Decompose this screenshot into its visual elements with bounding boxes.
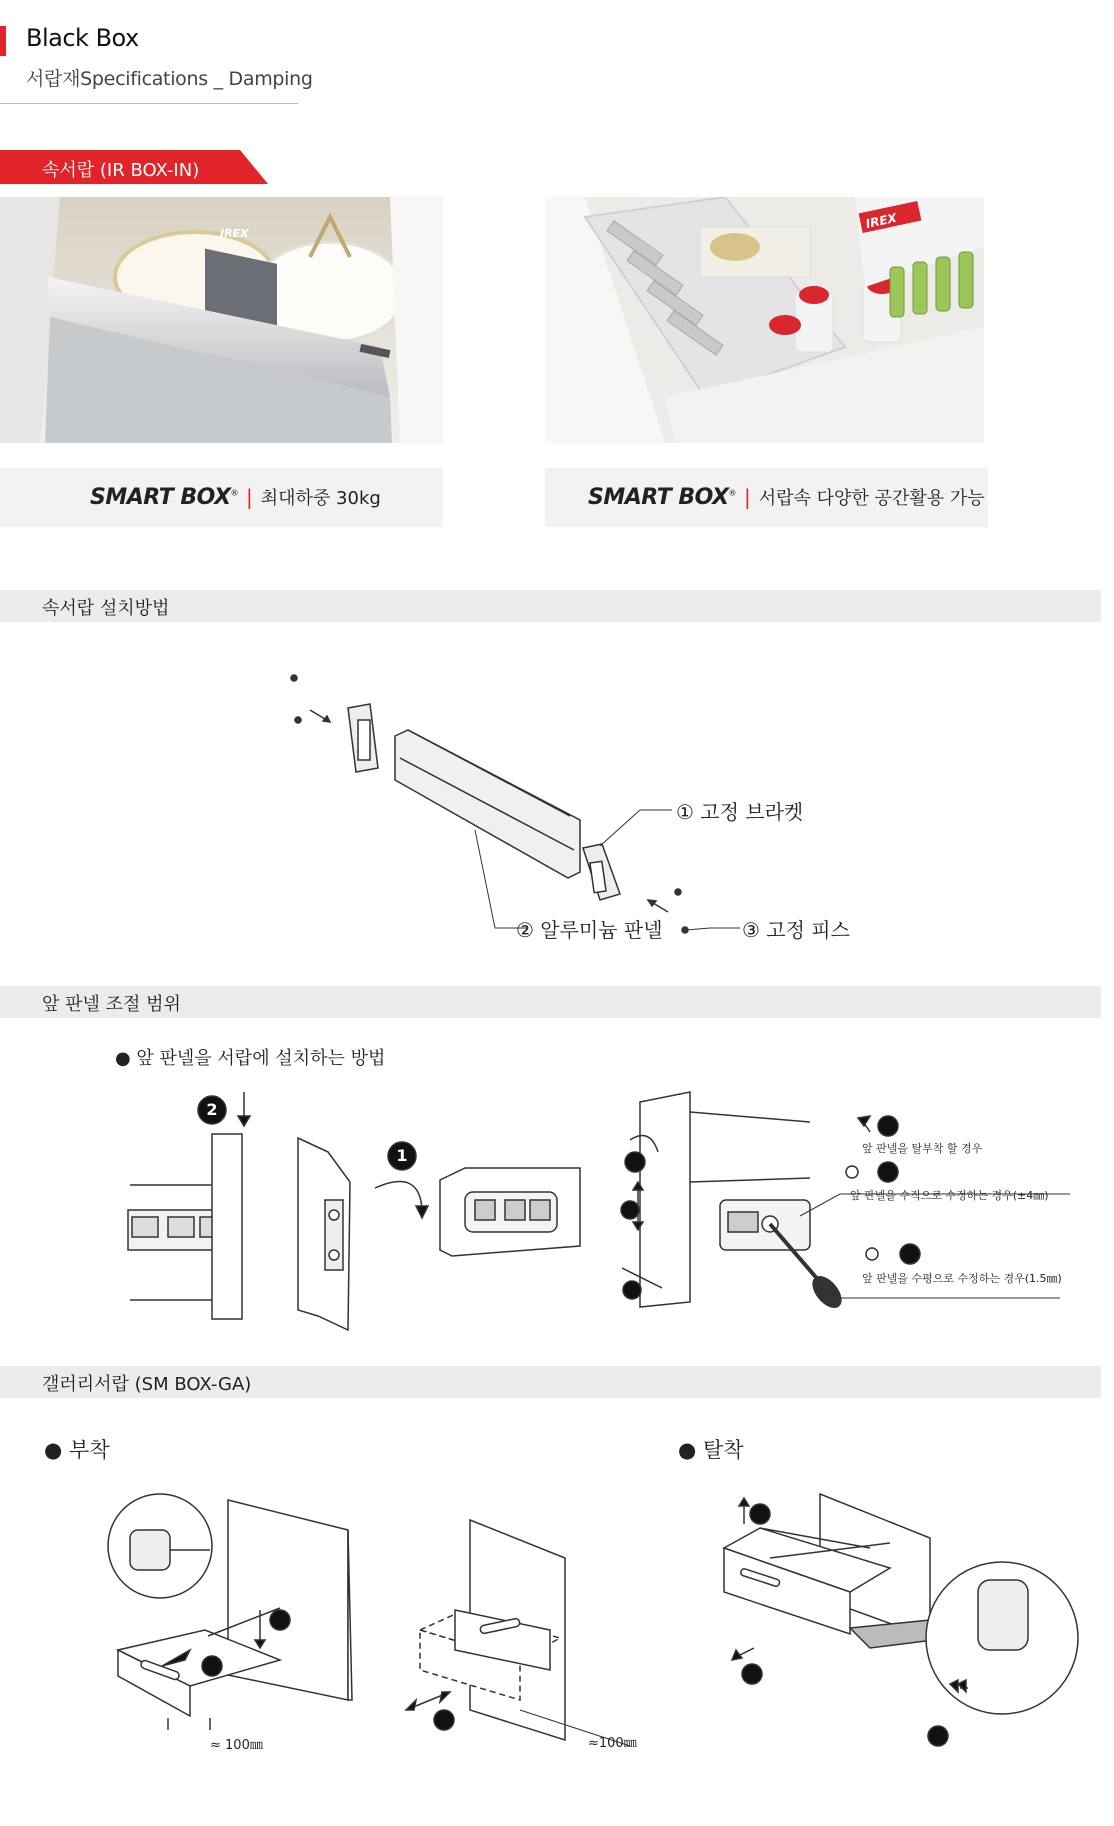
gallery-dim-left: ≈ 100㎜ — [210, 1738, 263, 1753]
caption-separator: | — [744, 485, 751, 509]
drawer-photo-left — [0, 197, 443, 443]
gallery-detach-diagram — [720, 1488, 1090, 1748]
note-horizontal: 앞 판넬을 수평으로 수정하는 경우(1.5㎜) — [862, 1272, 1062, 1285]
header-divider — [0, 103, 298, 104]
smart-box-logo: SMART BOX® — [588, 484, 737, 510]
callout-bracket: ① 고정 브라켓 — [676, 800, 804, 824]
caption-text: 최대하중 30kg — [260, 488, 381, 509]
photo-right-logo-text: IREX — [864, 210, 898, 232]
page-subtitle: 서랍재Specifications _ Damping — [26, 68, 313, 90]
front-left-step-1: 1 — [396, 1146, 408, 1165]
note-vertical: 앞 판넬을 수직으로 수정하는 경우(±4㎜) — [850, 1189, 1049, 1202]
note-remove: 앞 판넬을 탈부착 할 경우 — [862, 1142, 983, 1155]
caption-text: 서랍속 다양한 공간활용 가능 — [758, 488, 985, 509]
caption-separator: | — [246, 485, 253, 509]
caption-right — [588, 482, 985, 512]
front-panel-diagram-left — [120, 1080, 590, 1340]
callout-screw: ③ 고정 피스 — [742, 918, 850, 942]
page-title: Black Box — [26, 24, 139, 52]
photo-left-logo-text: IREX — [220, 227, 249, 240]
section-title-front: 앞 판넬 조절 범위 — [42, 994, 181, 1015]
gallery-push-diagram — [400, 1510, 650, 1760]
section-title-install: 속서랍 설치방법 — [42, 598, 170, 619]
gallery-attach-diagram — [100, 1490, 400, 1750]
section-title-gallery: 갤러리서랍 (SM BOX-GA) — [42, 1374, 252, 1395]
front-left-step-2: 2 — [206, 1100, 218, 1119]
smart-box-logo: SMART BOX® — [90, 484, 239, 510]
caption-left — [90, 482, 381, 512]
drawer-photo-right — [545, 197, 984, 443]
gallery-attach-label: ● 부착 — [44, 1438, 110, 1462]
gallery-dim-right: ≈100㎜ — [588, 1736, 637, 1751]
front-bullet: ● 앞 판넬을 서랍에 설치하는 방법 — [115, 1048, 386, 1069]
callout-panel: ② 알루미늄 판넬 — [516, 918, 663, 942]
gallery-detach-label: ● 탈착 — [678, 1438, 744, 1462]
brand-accent-bar — [0, 26, 6, 56]
ribbon-label: 속서랍 (IR BOX-IN) — [42, 160, 200, 181]
